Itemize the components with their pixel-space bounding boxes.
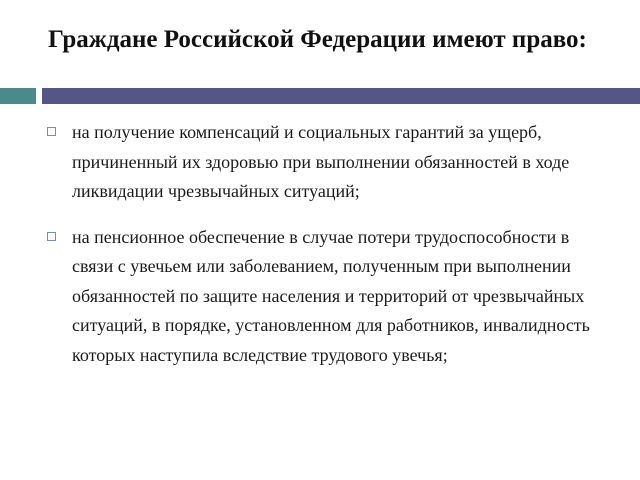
bullet-text: на получение компенсаций и социальных гарантий за ущерб, причиненный их здоровью при выполнении обязанностей в ходе ликвидации чрезвычайных ситуаций; — [72, 122, 570, 201]
title-divider-left — [0, 88, 36, 104]
bullet-text: на пенсионное обеспечение в случае потери трудоспособности в связи с увечьем или заболеванием, полученным при выполнении обязанностей по защите населения и территорий от чрезвычайных ситуаций, в порядке, установленном для работников, инвалидность которых наступила вследствие трудового увечья; — [72, 226, 590, 365]
slide-title: Граждане Российской Федерации имеют право: — [48, 26, 587, 53]
bullet-item — [44, 223, 604, 371]
title-divider-right — [42, 88, 640, 104]
square-bullet-icon — [47, 232, 56, 241]
square-bullet-icon — [47, 127, 56, 136]
bullet-item — [44, 118, 604, 207]
bullet-list — [44, 118, 604, 386]
